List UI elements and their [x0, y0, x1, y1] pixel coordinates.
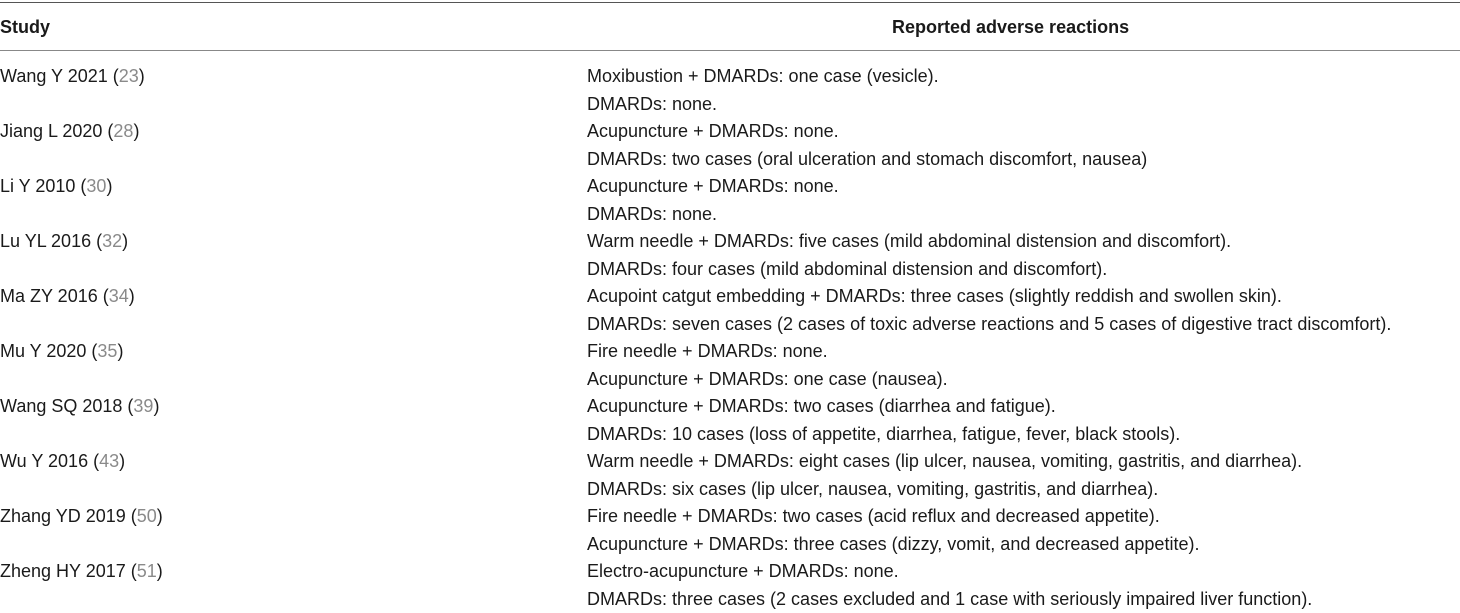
study-cell: Zheng HY 2017 (51) — [0, 558, 163, 586]
reaction-line: DMARDs: 10 cases (loss of appetite, diarrhea, fatigue, fever, black stools). — [587, 421, 1180, 449]
table-row — [0, 63, 1460, 118]
reaction-line: Acupoint catgut embedding + DMARDs: three cases (slightly reddish and swollen skin). — [587, 283, 1391, 311]
study-name: Li Y 2010 — [0, 176, 75, 196]
table-row — [0, 283, 1460, 338]
reactions-cell — [587, 283, 1391, 338]
reactions-cell — [587, 228, 1231, 283]
study-cell: Wang Y 2021 (23) — [0, 63, 145, 91]
table-top-rule — [0, 2, 1460, 3]
reaction-line: Acupuncture + DMARDs: none. — [587, 173, 839, 201]
reference-link[interactable]: 34 — [109, 286, 129, 306]
table-row — [0, 173, 1460, 228]
column-header-reactions: Reported adverse reactions — [892, 15, 1129, 39]
reference-link[interactable]: 35 — [97, 341, 117, 361]
reaction-line: Moxibustion + DMARDs: one case (vesicle). — [587, 63, 939, 91]
reference-link[interactable]: 50 — [137, 506, 157, 526]
reaction-line: Fire needle + DMARDs: none. — [587, 338, 948, 366]
table-row — [0, 448, 1460, 503]
reaction-line: DMARDs: none. — [587, 91, 939, 119]
table-row — [0, 228, 1460, 283]
reaction-line: DMARDs: six cases (lip ulcer, nausea, vomiting, gastritis, and diarrhea). — [587, 476, 1302, 504]
reaction-line: Acupuncture + DMARDs: one case (nausea). — [587, 366, 948, 394]
study-name: Mu Y 2020 — [0, 341, 86, 361]
reference-link[interactable]: 23 — [119, 66, 139, 86]
reaction-line: Warm needle + DMARDs: five cases (mild abdominal distension and discomfort). — [587, 228, 1231, 256]
header-rule — [0, 50, 1460, 51]
study-cell: Ma ZY 2016 (34) — [0, 283, 135, 311]
reactions-cell — [587, 63, 939, 118]
study-name: Jiang L 2020 — [0, 121, 102, 141]
reactions-cell — [587, 448, 1302, 503]
reaction-line: DMARDs: seven cases (2 cases of toxic adverse reactions and 5 cases of digestive tract discomfort). — [587, 311, 1391, 339]
reference-link[interactable]: 28 — [113, 121, 133, 141]
table-row — [0, 338, 1460, 393]
study-name: Zhang YD 2019 — [0, 506, 126, 526]
reactions-cell — [587, 503, 1199, 558]
reference-link[interactable]: 43 — [99, 451, 119, 471]
reference-link[interactable]: 51 — [137, 561, 157, 581]
study-cell: Li Y 2010 (30) — [0, 173, 112, 201]
table-row — [0, 393, 1460, 448]
study-cell: Wu Y 2016 (43) — [0, 448, 125, 476]
reactions-cell — [587, 338, 948, 393]
reactions-cell — [587, 118, 1147, 173]
reaction-line: Electro-acupuncture + DMARDs: none. — [587, 558, 1312, 586]
study-name: Lu YL 2016 — [0, 231, 91, 251]
study-name: Zheng HY 2017 — [0, 561, 126, 581]
study-cell: Zhang YD 2019 (50) — [0, 503, 163, 531]
reference-link[interactable]: 30 — [86, 176, 106, 196]
reaction-line: DMARDs: four cases (mild abdominal distension and discomfort). — [587, 256, 1231, 284]
reaction-line: Warm needle + DMARDs: eight cases (lip ulcer, nausea, vomiting, gastritis, and diarrhea). — [587, 448, 1302, 476]
study-cell: Wang SQ 2018 (39) — [0, 393, 159, 421]
table-row — [0, 118, 1460, 173]
reaction-line: Acupuncture + DMARDs: none. — [587, 118, 1147, 146]
reactions-cell — [587, 393, 1180, 448]
reactions-cell — [587, 558, 1312, 613]
study-cell: Lu YL 2016 (32) — [0, 228, 128, 256]
reactions-cell — [587, 173, 839, 228]
reaction-line: DMARDs: none. — [587, 201, 839, 229]
table-row — [0, 558, 1460, 613]
study-cell: Mu Y 2020 (35) — [0, 338, 123, 366]
reaction-line: Acupuncture + DMARDs: two cases (diarrhea and fatigue). — [587, 393, 1180, 421]
table-row — [0, 503, 1460, 558]
study-name: Ma ZY 2016 — [0, 286, 98, 306]
study-cell: Jiang L 2020 (28) — [0, 118, 139, 146]
column-header-study: Study — [0, 15, 50, 39]
reaction-line: DMARDs: three cases (2 cases excluded and 1 case with seriously impaired liver function). — [587, 586, 1312, 613]
study-name: Wang Y 2021 — [0, 66, 108, 86]
reaction-line: Acupuncture + DMARDs: three cases (dizzy, vomit, and decreased appetite). — [587, 531, 1199, 559]
reference-link[interactable]: 39 — [133, 396, 153, 416]
study-name: Wu Y 2016 — [0, 451, 88, 471]
reference-link[interactable]: 32 — [102, 231, 122, 251]
reaction-line: Fire needle + DMARDs: two cases (acid reflux and decreased appetite). — [587, 503, 1199, 531]
study-name: Wang SQ 2018 — [0, 396, 122, 416]
reaction-line: DMARDs: two cases (oral ulceration and stomach discomfort, nausea) — [587, 146, 1147, 174]
